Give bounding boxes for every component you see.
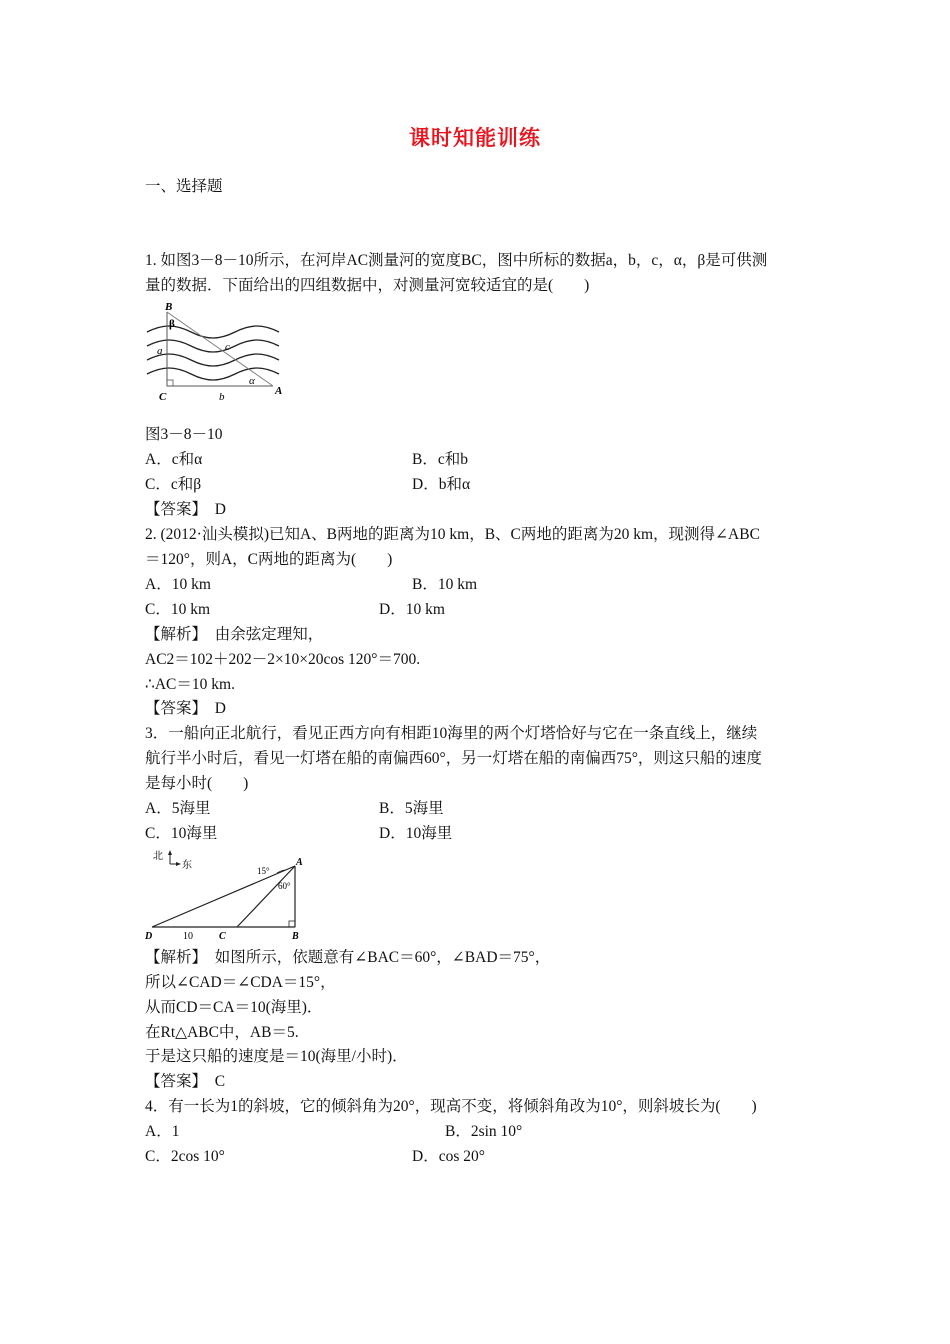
q1-label-b: b: [219, 391, 225, 403]
q1-label-C: C: [159, 391, 167, 403]
q3-ship-figure: [145, 846, 310, 944]
q1-figure-caption: 图3－8－10: [145, 426, 223, 443]
q3-label-angle-15: 15°: [257, 866, 270, 876]
q3-analysis-line2: 所以∠CAD＝∠CDA＝15°，: [145, 974, 336, 991]
q2-stem-line2: ＝120°，则A，C两地的距离为( ): [145, 551, 393, 568]
q3-option-d: D．10海里: [379, 825, 453, 842]
q1-label-A: A: [275, 385, 283, 397]
q2-analysis-line2: AC2＝102＋202－2×10×20cos 120°＝700.: [145, 651, 421, 668]
q4-option-a: A．1: [145, 1123, 180, 1140]
q2-analysis-line3: ∴AC＝10 km.: [145, 676, 235, 693]
q1-label-beta: β: [169, 318, 175, 330]
q4-option-d: D．cos 20°: [412, 1148, 485, 1165]
q1-option-b: B．c和b: [412, 451, 468, 468]
q3-analysis-line4: 在Rt△ABC中，AB＝5.: [145, 1024, 299, 1041]
q3-stem-line2: 航行半小时后，看见一灯塔在船的南偏西60°，另一灯塔在船的南偏西75°，则这只船的速度: [145, 750, 762, 767]
q3-label-B: B: [292, 931, 299, 942]
section-heading: 一、选择题: [145, 178, 223, 195]
q1-label-B: B: [165, 301, 173, 313]
q1-label-a: a: [157, 345, 163, 357]
q3-option-c: C．10海里: [145, 825, 218, 842]
q3-label-C: C: [219, 931, 226, 942]
q3-option-b: B．5海里: [379, 800, 444, 817]
q1-river-figure: [145, 298, 290, 406]
q3-label-A: A: [296, 857, 303, 868]
q3-label-angle-60: 60°: [278, 881, 291, 891]
q2-analysis-line1: 【解析】 由余弦定理知，: [145, 626, 324, 643]
q4-stem-line1: 4．有一长为1的斜坡，它的倾斜角为20°，现高不变，将倾斜角改为10°，则斜坡长为( ): [145, 1098, 757, 1115]
page-title: 课时知能训练: [409, 126, 541, 150]
q3-label-north: 北: [153, 851, 163, 862]
q4-option-b: B．2sin 10°: [445, 1123, 523, 1140]
q3-label-east: 东: [182, 860, 192, 871]
q2-option-b: B．10 km: [412, 576, 478, 593]
q3-stem-line3: 是每小时( ): [145, 775, 249, 792]
q2-stem-line1: 2. (2012·汕头模拟)已知A、B两地的距离为10 km，B、C两地的距离为20 km，现测得∠ABC: [145, 526, 760, 543]
q2-option-d: D．10 km: [379, 601, 445, 618]
q1-stem-line1: 1. 如图3－8－10所示，在河岸AC测量河的宽度BC，图中所标的数据a，b，c，α，β是可供测: [145, 252, 768, 269]
q3-analysis-line5: 于是这只船的速度是＝10(海里/小时)．: [145, 1048, 408, 1065]
q1-option-a: A．c和α: [145, 451, 203, 468]
q4-option-c: C．2cos 10°: [145, 1148, 225, 1165]
q1-answer: 【答案】 D: [145, 501, 226, 518]
q3-label-distance: 10: [183, 931, 193, 942]
q1-option-c: C．c和β: [145, 476, 202, 493]
q2-option-c: C．10 km: [145, 601, 211, 618]
q3-stem-line1: 3．一船向正北航行，看见正西方向有相距10海里的两个灯塔恰好与它在一条直线上，继续: [145, 725, 758, 742]
q3-option-a: A．5海里: [145, 800, 211, 817]
q2-option-a: A．10 km: [145, 576, 211, 593]
q3-label-D: D: [145, 931, 153, 942]
q1-label-c: c: [225, 341, 230, 353]
q3-analysis-line3: 从而CD＝CA＝10(海里)．: [145, 999, 323, 1016]
q1-label-alpha: α: [249, 375, 255, 387]
q3-analysis-line1: 【解析】 如图所示，依题意有∠BAC＝60°，∠BAD＝75°，: [145, 949, 551, 966]
q1-option-d: D．b和α: [412, 476, 471, 493]
q2-answer: 【答案】 D: [145, 700, 226, 717]
q1-stem-line2: 量的数据．下面给出的四组数据中，对测量河宽较适宜的是( ): [145, 277, 590, 294]
q3-answer: 【答案】 C: [145, 1073, 226, 1090]
